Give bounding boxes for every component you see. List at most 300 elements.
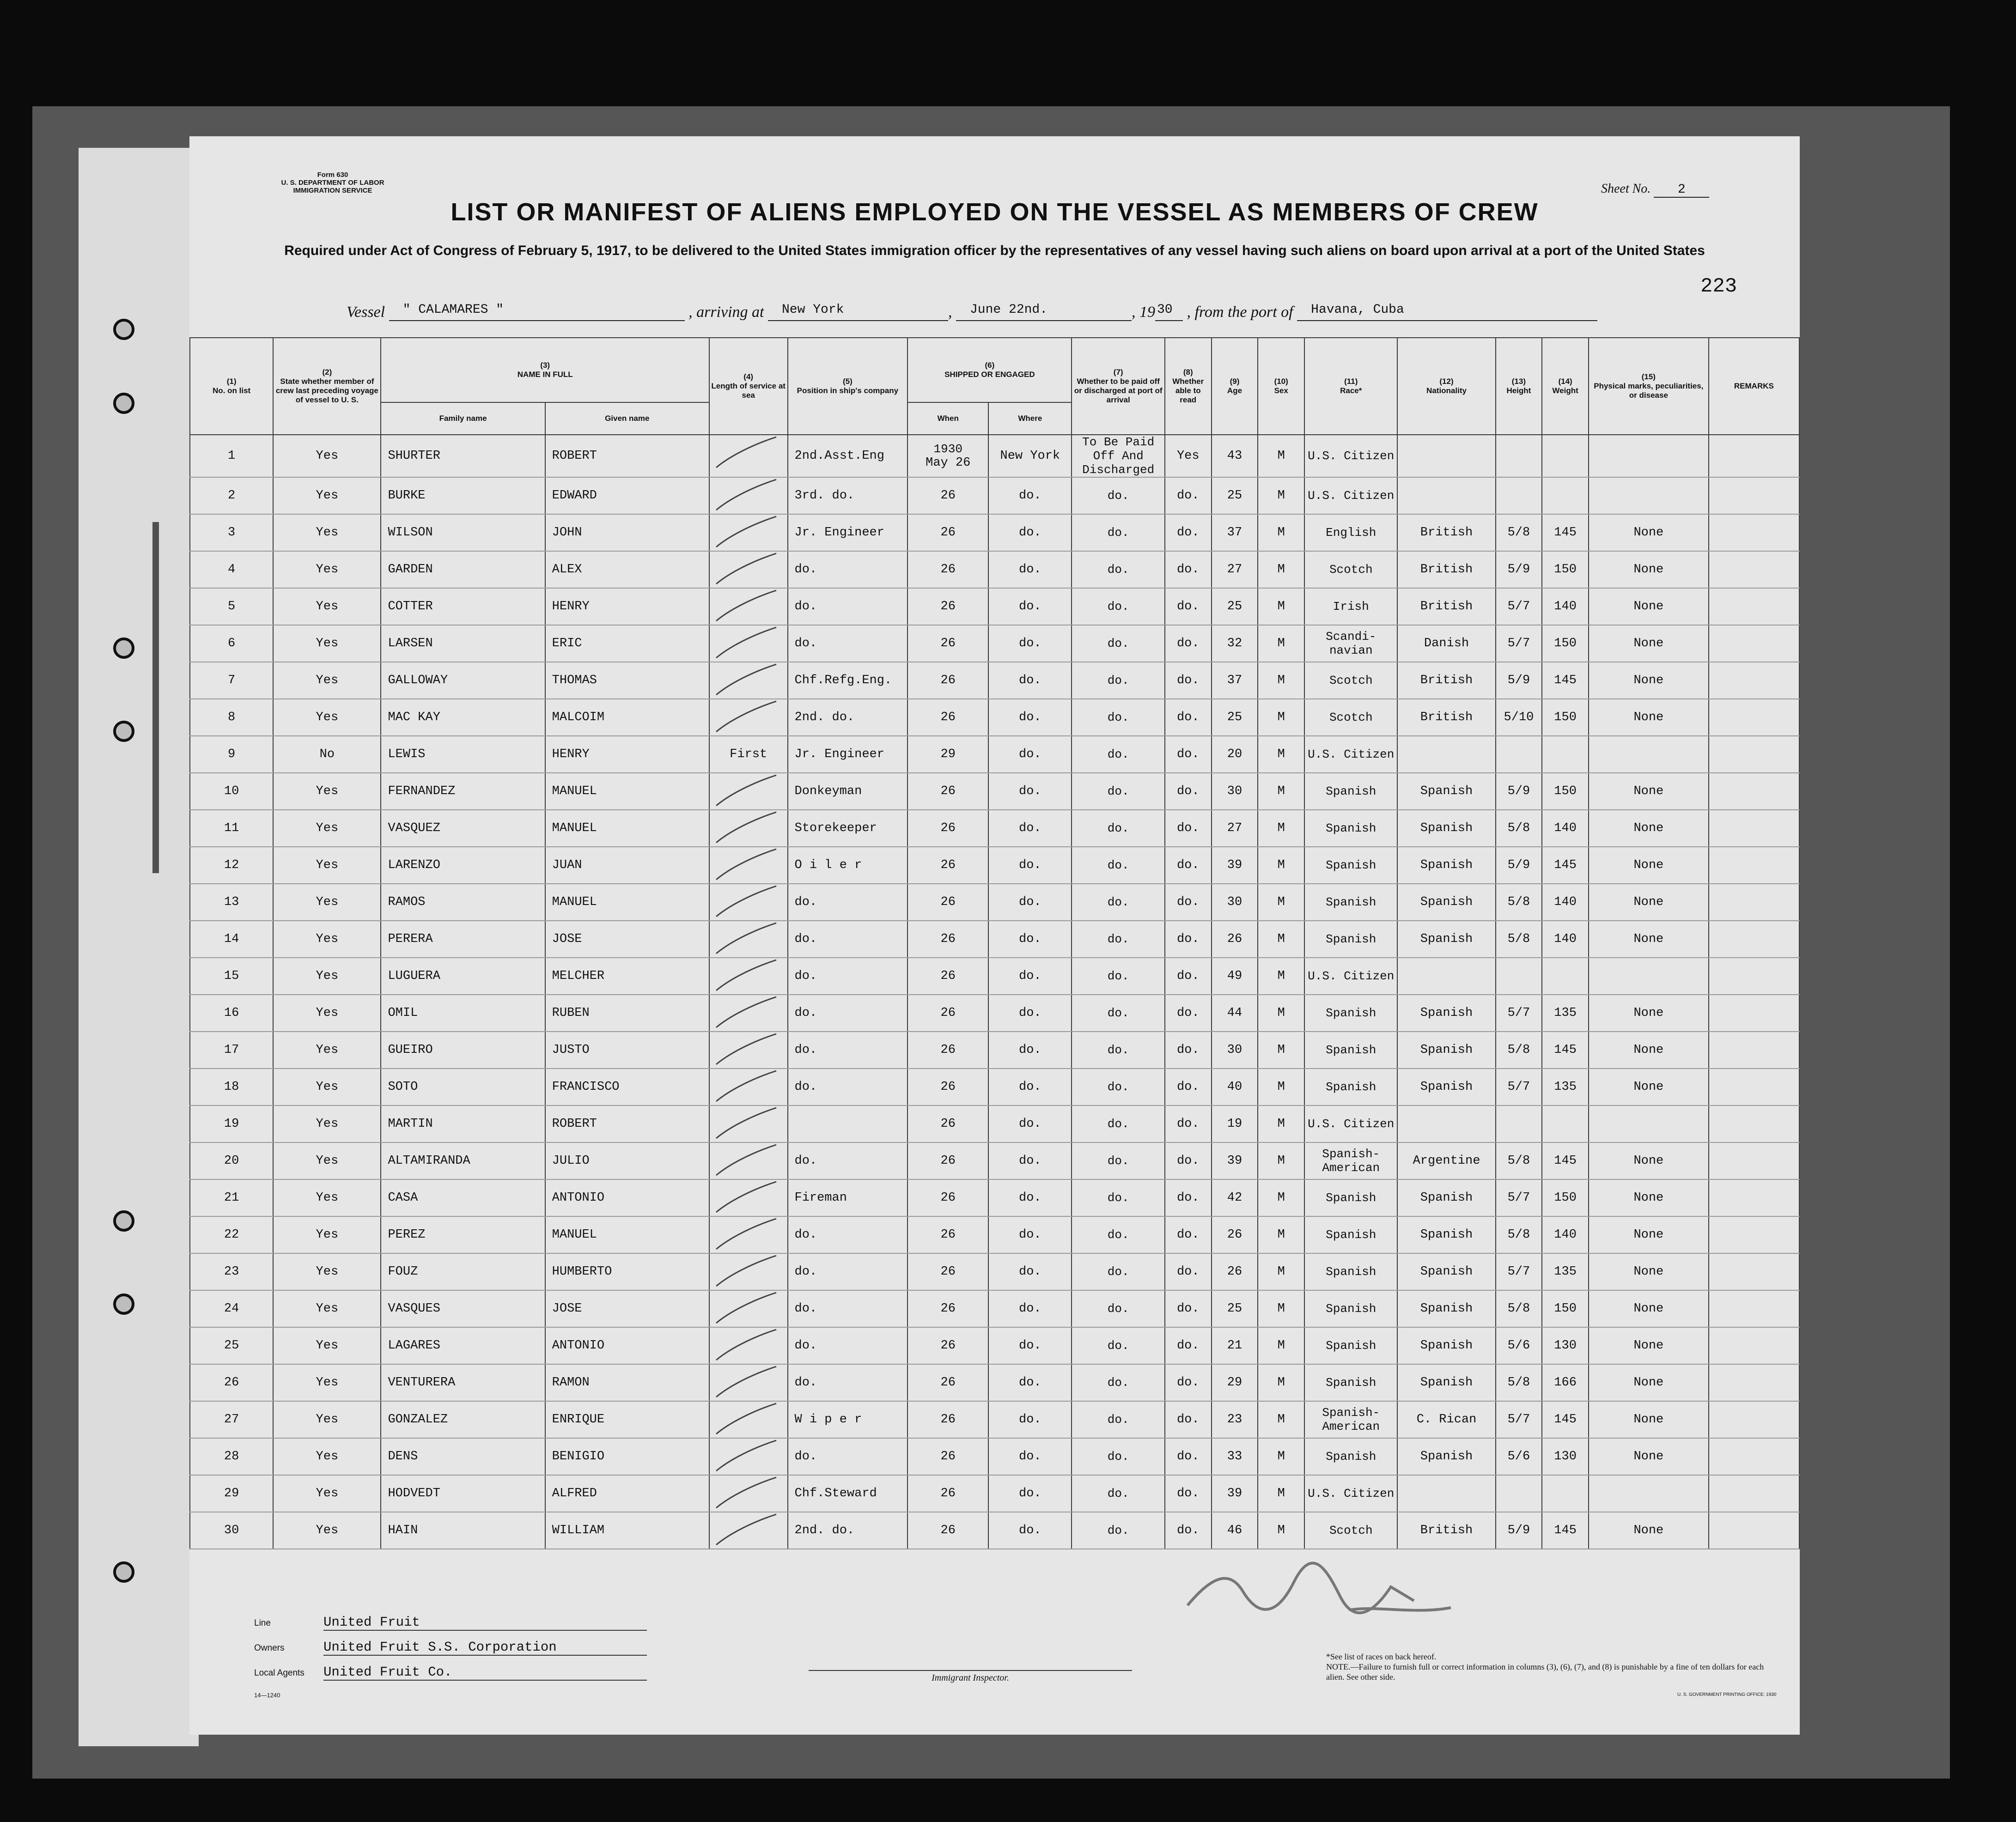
family-name-cell: MARTIN [381,1105,545,1142]
service-length-cell [709,588,788,625]
family-name-cell: WILSON [381,514,545,551]
binder-hole-icon [113,319,134,340]
race-cell: U.S. Citizen [1304,1105,1397,1142]
previous-voyage-cell: Yes [273,1032,381,1069]
sex-cell: M [1258,1069,1304,1105]
paid-off-cell: do. [1072,1401,1164,1438]
service-length-cell [709,773,788,810]
age-cell: 25 [1212,1290,1258,1327]
position-cell: Chf.Steward [788,1475,908,1512]
service-length-cell [709,699,788,736]
physical-marks-cell [1589,958,1709,995]
given-name-cell: HUMBERTO [545,1253,709,1290]
family-name-cell: VASQUEZ [381,810,545,847]
weight-cell: 150 [1542,1179,1589,1216]
position-cell: W i p e r [788,1401,908,1438]
remarks-cell [1709,810,1799,847]
remarks-cell [1709,995,1799,1032]
nationality-cell: Danish [1397,625,1495,662]
service-length-cell [709,1438,788,1475]
nationality-cell: British [1397,514,1495,551]
able-read-cell: do. [1165,514,1212,551]
check-mark-icon [712,662,781,698]
table-row [190,921,1799,958]
shipped-where-cell: do. [988,1401,1072,1438]
shipped-when-cell: 26 [908,1401,988,1438]
crew-no-cell: 27 [190,1401,273,1438]
paid-off-cell: do. [1072,995,1164,1032]
weight-cell: 166 [1542,1364,1589,1401]
table-row [190,1290,1799,1327]
race-cell: Spanish [1304,1327,1397,1364]
paid-off-cell: do. [1072,773,1164,810]
physical-marks-cell [1589,477,1709,514]
vessel-line: Vessel " CALAMARES " , arriving at New York , June 22nd. , 19 30 , from the port of Havana, Cuba [347,303,1597,321]
remarks-cell [1709,1142,1799,1179]
weight-cell: 145 [1542,1142,1589,1179]
crew-no-cell: 10 [190,773,273,810]
binder-hole-icon [113,1294,134,1315]
position-cell: O i l e r [788,847,908,884]
able-read-cell: do. [1165,1290,1212,1327]
nationality-cell: Spanish [1397,1327,1495,1364]
paid-off-cell: do. [1072,1142,1164,1179]
paid-off-cell: do. [1072,1364,1164,1401]
check-mark-icon [712,1439,781,1474]
remarks-cell [1709,773,1799,810]
previous-voyage-cell: Yes [273,995,381,1032]
age-cell: 29 [1212,1364,1258,1401]
given-name-cell: MANUEL [545,1216,709,1253]
age-cell: 37 [1212,514,1258,551]
table-row [190,699,1799,736]
race-cell: Spanish [1304,1032,1397,1069]
age-cell: 19 [1212,1105,1258,1142]
position-cell: do. [788,1216,908,1253]
race-cell: Spanish [1304,1216,1397,1253]
physical-marks-cell: None [1589,1327,1709,1364]
nationality-cell: Spanish [1397,810,1495,847]
sex-cell: M [1258,958,1304,995]
race-cell: Irish [1304,588,1397,625]
shipped-when-cell: 26 [908,1142,988,1179]
shipped-when-cell: 26 [908,1475,988,1512]
family-name-cell: LUGUERA [381,958,545,995]
penalty-note: NOTE.—Failure to furnish full or correct information in columns (3), (6), (7), and (8) is punishable by a fine of ten dollars for each alien. See other side. [1326,1662,1764,1682]
given-name-cell: ALFRED [545,1475,709,1512]
nationality-cell: Spanish [1397,1216,1495,1253]
shipped-when-cell: 26 [908,884,988,921]
race-cell: Spanish [1304,995,1397,1032]
sex-cell: M [1258,514,1304,551]
check-mark-icon [712,995,781,1030]
position-cell: do. [788,1290,908,1327]
table-row [190,1327,1799,1364]
sex-cell: M [1258,1142,1304,1179]
paid-off-cell: do. [1072,1475,1164,1512]
previous-voyage-cell: Yes [273,884,381,921]
able-read-cell: do. [1165,477,1212,514]
nationality-cell [1397,1105,1495,1142]
shipped-when-cell: 26 [908,1216,988,1253]
paid-off-cell: do. [1072,736,1164,773]
shipped-where-cell: do. [988,1364,1072,1401]
age-cell: 39 [1212,1475,1258,1512]
shipped-when-cell: 26 [908,1105,988,1142]
remarks-cell [1709,1401,1799,1438]
given-name-cell: EDWARD [545,477,709,514]
table-row [190,1032,1799,1069]
shipped-where-cell: do. [988,625,1072,662]
nationality-cell: Spanish [1397,1179,1495,1216]
able-read-cell: do. [1165,1142,1212,1179]
nationality-cell: Spanish [1397,1438,1495,1475]
age-cell: 32 [1212,625,1258,662]
column-header-no: (1) No. on list [190,338,273,435]
race-cell: Spanish- American [1304,1142,1397,1179]
year-note: 1930 [933,442,962,456]
check-mark-icon [712,921,781,956]
family-name-cell: LEWIS [381,736,545,773]
previous-voyage-cell: Yes [273,1327,381,1364]
nationality-cell [1397,1475,1495,1512]
paid-off-cell: do. [1072,1438,1164,1475]
height-cell: 5/6 [1496,1327,1542,1364]
given-name-cell: RUBEN [545,995,709,1032]
able-read-cell: do. [1165,1364,1212,1401]
weight-cell: 135 [1542,995,1589,1032]
family-name-cell: SHURTER [381,435,545,477]
family-name-cell: GALLOWAY [381,662,545,699]
stamp-lettering [152,522,194,873]
shipped-when-cell: 26 [908,1512,988,1549]
height-cell [1496,958,1542,995]
age-cell: 27 [1212,551,1258,588]
table-row [190,1364,1799,1401]
check-mark-icon [712,958,781,993]
family-name-cell: MAC KAY [381,699,545,736]
check-mark-icon [712,810,781,845]
service-length-cell [709,477,788,514]
race-cell: Scotch [1304,1512,1397,1549]
height-cell: 5/8 [1496,1364,1542,1401]
given-name-cell: ENRIQUE [545,1401,709,1438]
nationality-cell [1397,477,1495,514]
previous-voyage-cell: Yes [273,1438,381,1475]
age-cell: 26 [1212,921,1258,958]
height-cell: 5/7 [1496,1179,1542,1216]
weight-cell: 130 [1542,1438,1589,1475]
able-read-cell: Yes [1165,435,1212,477]
table-row [190,551,1799,588]
remarks-cell [1709,662,1799,699]
weight-cell: 145 [1542,847,1589,884]
position-cell: Chf.Refg.Eng. [788,662,908,699]
able-read-cell: do. [1165,1475,1212,1512]
height-cell: 5/7 [1496,1253,1542,1290]
remarks-cell [1709,1438,1799,1475]
crew-no-cell: 2 [190,477,273,514]
shipped-where-cell: do. [988,1216,1072,1253]
table-row [190,1216,1799,1253]
paid-off-cell: do. [1072,884,1164,921]
previous-voyage-cell: Yes [273,477,381,514]
race-cell: Scotch [1304,699,1397,736]
remarks-cell [1709,1179,1799,1216]
table-row [190,1512,1799,1549]
weight-cell: 140 [1542,884,1589,921]
table-row [190,662,1799,699]
sex-cell: M [1258,551,1304,588]
printer-imprint: U. S. GOVERNMENT PRINTING OFFICE: 1930 [1677,1692,1777,1697]
paid-off-cell: do. [1072,699,1164,736]
height-cell: 5/8 [1496,1216,1542,1253]
page-subtitle: Required under Act of Congress of February 5, 1917, to be delivered to the United States immigration officer by the representatives of any vessel having such aliens on board upon arrival at a port of the United States [284,243,1705,258]
able-read-cell: do. [1165,1253,1212,1290]
family-name-cell: GONZALEZ [381,1401,545,1438]
paid-off-cell: do. [1072,551,1164,588]
page-title: LIST OR MANIFEST OF ALIENS EMPLOYED ON THE VESSEL AS MEMBERS OF CREW [451,198,1539,226]
agents-value: United Fruit Co. [323,1664,647,1681]
height-cell: 5/9 [1496,1512,1542,1549]
table-row [190,810,1799,847]
remarks-cell [1709,1512,1799,1549]
weight-cell [1542,958,1589,995]
paid-off-cell: do. [1072,514,1164,551]
column-header-sex: (10) Sex [1258,338,1304,435]
remarks-cell [1709,1105,1799,1142]
family-name-cell: DENS [381,1438,545,1475]
sex-cell: M [1258,662,1304,699]
shipped-where-cell: do. [988,958,1072,995]
race-cell: Scotch [1304,662,1397,699]
paid-off-cell: do. [1072,588,1164,625]
binder-hole-icon [113,638,134,659]
given-name-cell: THOMAS [545,662,709,699]
sex-cell: M [1258,736,1304,773]
table-row [190,847,1799,884]
family-name-cell: HODVEDT [381,1475,545,1512]
check-mark-icon [712,1217,781,1252]
physical-marks-cell: None [1589,1290,1709,1327]
shipped-where-cell: do. [988,884,1072,921]
nationality-cell: Spanish [1397,1364,1495,1401]
crew-no-cell: 4 [190,551,273,588]
position-cell [788,1105,908,1142]
crew-no-cell: 14 [190,921,273,958]
remarks-cell [1709,435,1799,477]
service-length-cell [709,884,788,921]
shipped-where-cell: do. [988,588,1072,625]
physical-marks-cell: None [1589,921,1709,958]
service-length-cell [709,1069,788,1105]
previous-voyage-cell: Yes [273,1069,381,1105]
remarks-cell [1709,1069,1799,1105]
service-length-cell [709,514,788,551]
family-name-cell: FOUZ [381,1253,545,1290]
binder-hole-icon [113,721,134,742]
previous-voyage-cell: Yes [273,1179,381,1216]
remarks-cell [1709,921,1799,958]
physical-marks-cell: None [1589,847,1709,884]
given-name-cell: JUSTO [545,1032,709,1069]
table-row [190,1401,1799,1438]
sex-cell: M [1258,1364,1304,1401]
nationality-cell: Spanish [1397,995,1495,1032]
paid-off-cell: do. [1072,1327,1164,1364]
crew-no-cell: 26 [190,1364,273,1401]
age-cell: 46 [1212,1512,1258,1549]
given-name-cell: MANUEL [545,773,709,810]
previous-voyage-cell: Yes [273,551,381,588]
department: U. S. DEPARTMENT OF LABOR [281,179,384,187]
shipped-where-cell: do. [988,1438,1072,1475]
able-read-cell: do. [1165,699,1212,736]
previous-voyage-cell: Yes [273,847,381,884]
previous-voyage-cell: Yes [273,958,381,995]
shipped-when-cell: 26 [908,810,988,847]
physical-marks-cell: None [1589,1364,1709,1401]
paid-off-cell: do. [1072,1179,1164,1216]
owners-value: United Fruit S.S. Corporation [323,1640,647,1656]
given-name-cell: RAMON [545,1364,709,1401]
position-cell: 2nd.Asst.Eng [788,435,908,477]
year-prefix: 19 [1139,304,1155,321]
physical-marks-cell [1589,435,1709,477]
age-cell: 27 [1212,810,1258,847]
column-header-family-name: Family name [381,402,545,435]
manifest-sheet [189,136,1800,1735]
previous-voyage-cell: Yes [273,1142,381,1179]
height-cell: 5/8 [1496,884,1542,921]
position-cell: do. [788,884,908,921]
height-cell [1496,477,1542,514]
position-cell: Storekeeper [788,810,908,847]
given-name-cell: HENRY [545,736,709,773]
weight-cell: 145 [1542,662,1589,699]
age-cell: 30 [1212,1032,1258,1069]
check-mark-icon [712,626,781,661]
crew-no-cell: 22 [190,1216,273,1253]
paid-off-cell: do. [1072,1069,1164,1105]
race-cell: English [1304,514,1397,551]
shipped-when-cell: 26 [908,1290,988,1327]
able-read-cell: do. [1165,847,1212,884]
previous-voyage-cell: Yes [273,1290,381,1327]
check-mark-icon [712,773,781,808]
crew-no-cell: 12 [190,847,273,884]
family-name-cell: COTTER [381,588,545,625]
shipped-when-cell: 26 [908,662,988,699]
shipped-when-cell: 26 [908,1179,988,1216]
sex-cell: M [1258,773,1304,810]
previous-voyage-cell: Yes [273,662,381,699]
given-name-cell: MANUEL [545,810,709,847]
shipped-where-cell: do. [988,921,1072,958]
shipped-where-cell: do. [988,1290,1072,1327]
previous-voyage-cell: Yes [273,1512,381,1549]
binder-strip [79,148,199,1746]
column-header-where: Where [988,402,1072,435]
crew-no-cell: 13 [190,884,273,921]
paid-off-cell: do. [1072,1512,1164,1549]
able-read-cell: do. [1165,958,1212,995]
crew-manifest-table [189,337,1800,1549]
able-read-cell: do. [1165,1438,1212,1475]
physical-marks-cell: None [1589,1438,1709,1475]
check-mark-icon [712,1069,781,1104]
arrival-port: New York [768,303,948,321]
sex-cell: M [1258,921,1304,958]
shipped-where-cell: do. [988,1475,1072,1512]
crew-no-cell: 18 [190,1069,273,1105]
crew-no-cell: 7 [190,662,273,699]
service-length-cell [709,1512,788,1549]
sex-cell: M [1258,699,1304,736]
crew-no-cell: 15 [190,958,273,995]
given-name-cell: FRANCISCO [545,1069,709,1105]
given-name-cell: BENIGIO [545,1438,709,1475]
height-cell [1496,435,1542,477]
column-header-physical-marks: (15) Physical marks, peculiarities, or disease [1589,338,1709,435]
previous-voyage-cell: Yes [273,1253,381,1290]
column-header-age: (9) Age [1212,338,1258,435]
sex-cell: M [1258,1327,1304,1364]
able-read-cell: do. [1165,810,1212,847]
crew-no-cell: 30 [190,1512,273,1549]
physical-marks-cell: None [1589,588,1709,625]
shipped-when-cell: 26 [908,588,988,625]
weight-cell [1542,736,1589,773]
remarks-cell [1709,1364,1799,1401]
service-length-cell [709,662,788,699]
nationality-cell: British [1397,551,1495,588]
column-header-service: (4) Length of service at sea [709,338,788,435]
form-number: Form 630 [317,171,348,179]
weight-cell: 140 [1542,810,1589,847]
weight-cell: 135 [1542,1069,1589,1105]
able-read-cell: do. [1165,1216,1212,1253]
age-cell: 30 [1212,773,1258,810]
given-name-cell: ROBERT [545,1105,709,1142]
check-mark-icon [712,1180,781,1215]
race-cell: U.S. Citizen [1304,736,1397,773]
age-cell: 43 [1212,435,1258,477]
service-length-cell [709,1327,788,1364]
crew-no-cell: 3 [190,514,273,551]
check-mark-icon [712,1512,781,1548]
nationality-cell: Spanish [1397,1069,1495,1105]
nationality-cell: British [1397,662,1495,699]
shipped-when-cell: 26 [908,625,988,662]
position-cell: do. [788,1438,908,1475]
age-cell: 33 [1212,1438,1258,1475]
shipped-where-cell: do. [988,1512,1072,1549]
family-name-cell: LARSEN [381,625,545,662]
able-read-cell: do. [1165,1512,1212,1549]
family-name-cell: PERERA [381,921,545,958]
given-name-cell: WILLIAM [545,1512,709,1549]
sex-cell: M [1258,588,1304,625]
remarks-cell [1709,477,1799,514]
check-mark-icon [712,1365,781,1400]
service: IMMIGRATION SERVICE [293,187,372,194]
race-cell: Spanish [1304,1290,1397,1327]
nationality-cell [1397,435,1495,477]
shipped-where-cell: do. [988,514,1072,551]
crew-no-cell: 19 [190,1105,273,1142]
crew-rows [190,435,1799,1549]
